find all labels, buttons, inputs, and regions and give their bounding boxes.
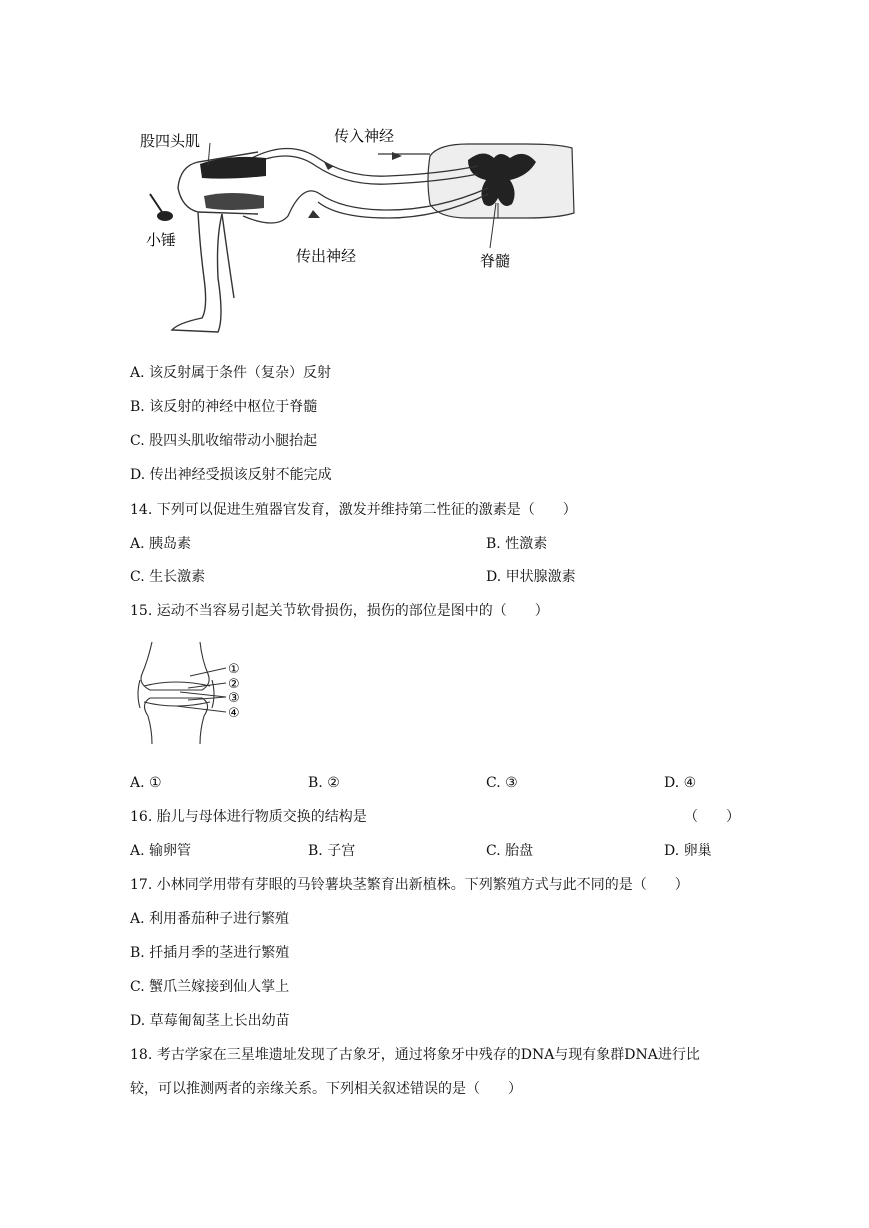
afferent-nerve-label: 传入神经 (334, 127, 395, 145)
q17-stem: 17. 小林同学用带有芽眼的马铃薯块茎繁育出新植株。下列繁殖方式与此不同的是（ ） (130, 877, 689, 893)
q13-option-d[interactable]: D. 传出神经受损该反射不能完成 (130, 467, 332, 483)
q14-option-a[interactable]: A. 胰岛素 (130, 536, 192, 552)
q15-option-a[interactable]: A. ① (130, 775, 162, 791)
q13-option-a[interactable]: A. 该反射属于条件（复杂）反射 (130, 365, 332, 381)
q16-option-a[interactable]: A. 输卵管 (130, 843, 192, 859)
quadriceps-label: 股四头肌 (140, 132, 201, 150)
q15-stem: 15. 运动不当容易引起关节软骨损伤，损伤的部位是图中的（ ） (130, 603, 549, 619)
joint-label-2: ② (228, 677, 240, 692)
joint-label-3: ③ (228, 691, 240, 706)
q14-option-c[interactable]: C. 生长激素 (130, 569, 206, 585)
q15-option-c[interactable]: C. ③ (486, 775, 518, 791)
q18-stem-line2: 较，可以推测两者的亲缘关系。下列相关叙述错误的是（ ） (130, 1081, 522, 1097)
efferent-nerve-label: 传出神经 (296, 247, 357, 265)
leg-drawing (172, 152, 258, 332)
q14-option-d[interactable]: D. 甲状腺激素 (486, 569, 576, 585)
q13-option-c[interactable]: C. 股四头肌收缩带动小腿抬起 (130, 433, 318, 449)
q17-option-d[interactable]: D. 草莓匍匐茎上长出幼苗 (130, 1013, 290, 1029)
q15-option-d[interactable]: D. ④ (664, 775, 697, 791)
q13-option-b[interactable]: B. 该反射的神经中枢位于脊髓 (130, 399, 318, 415)
q16-option-b[interactable]: B. 子宫 (308, 843, 356, 859)
hammer-icon (150, 194, 173, 221)
q16-option-d[interactable]: D. 卵巢 (664, 843, 712, 859)
spinal-cord-label: 脊髓 (480, 252, 511, 270)
q17-option-a[interactable]: A. 利用番茄种子进行繁殖 (130, 911, 290, 927)
joint-label-1: ① (228, 662, 240, 677)
knee-reflex-figure (138, 118, 578, 343)
q17-option-c[interactable]: C. 蟹爪兰嫁接到仙人掌上 (130, 979, 290, 995)
q16-answer-bracket: （ ） (684, 809, 740, 825)
q15-option-b[interactable]: B. ② (308, 775, 340, 791)
spinal-cord-section (428, 144, 574, 218)
q16-stem: 16. 胎儿与母体进行物质交换的结构是 (130, 809, 367, 825)
q18-stem-line1: 18. 考古学家在三星堆遗址发现了古象牙，通过将象牙中残存的DNA与现有象群DNA进行比 (130, 1047, 700, 1063)
q14-option-b[interactable]: B. 性激素 (486, 536, 548, 552)
joint-figure (130, 640, 250, 746)
q16-option-c[interactable]: C. 胎盘 (486, 843, 534, 859)
hammer-label: 小锤 (146, 231, 177, 249)
joint-label-4: ④ (228, 706, 240, 721)
q14-stem: 14. 下列可以促进生殖器官发育，激发并维持第二性征的激素是（ ） (130, 502, 577, 518)
q17-option-b[interactable]: B. 扦插月季的茎进行繁殖 (130, 945, 290, 961)
quadriceps-muscle (200, 157, 266, 210)
